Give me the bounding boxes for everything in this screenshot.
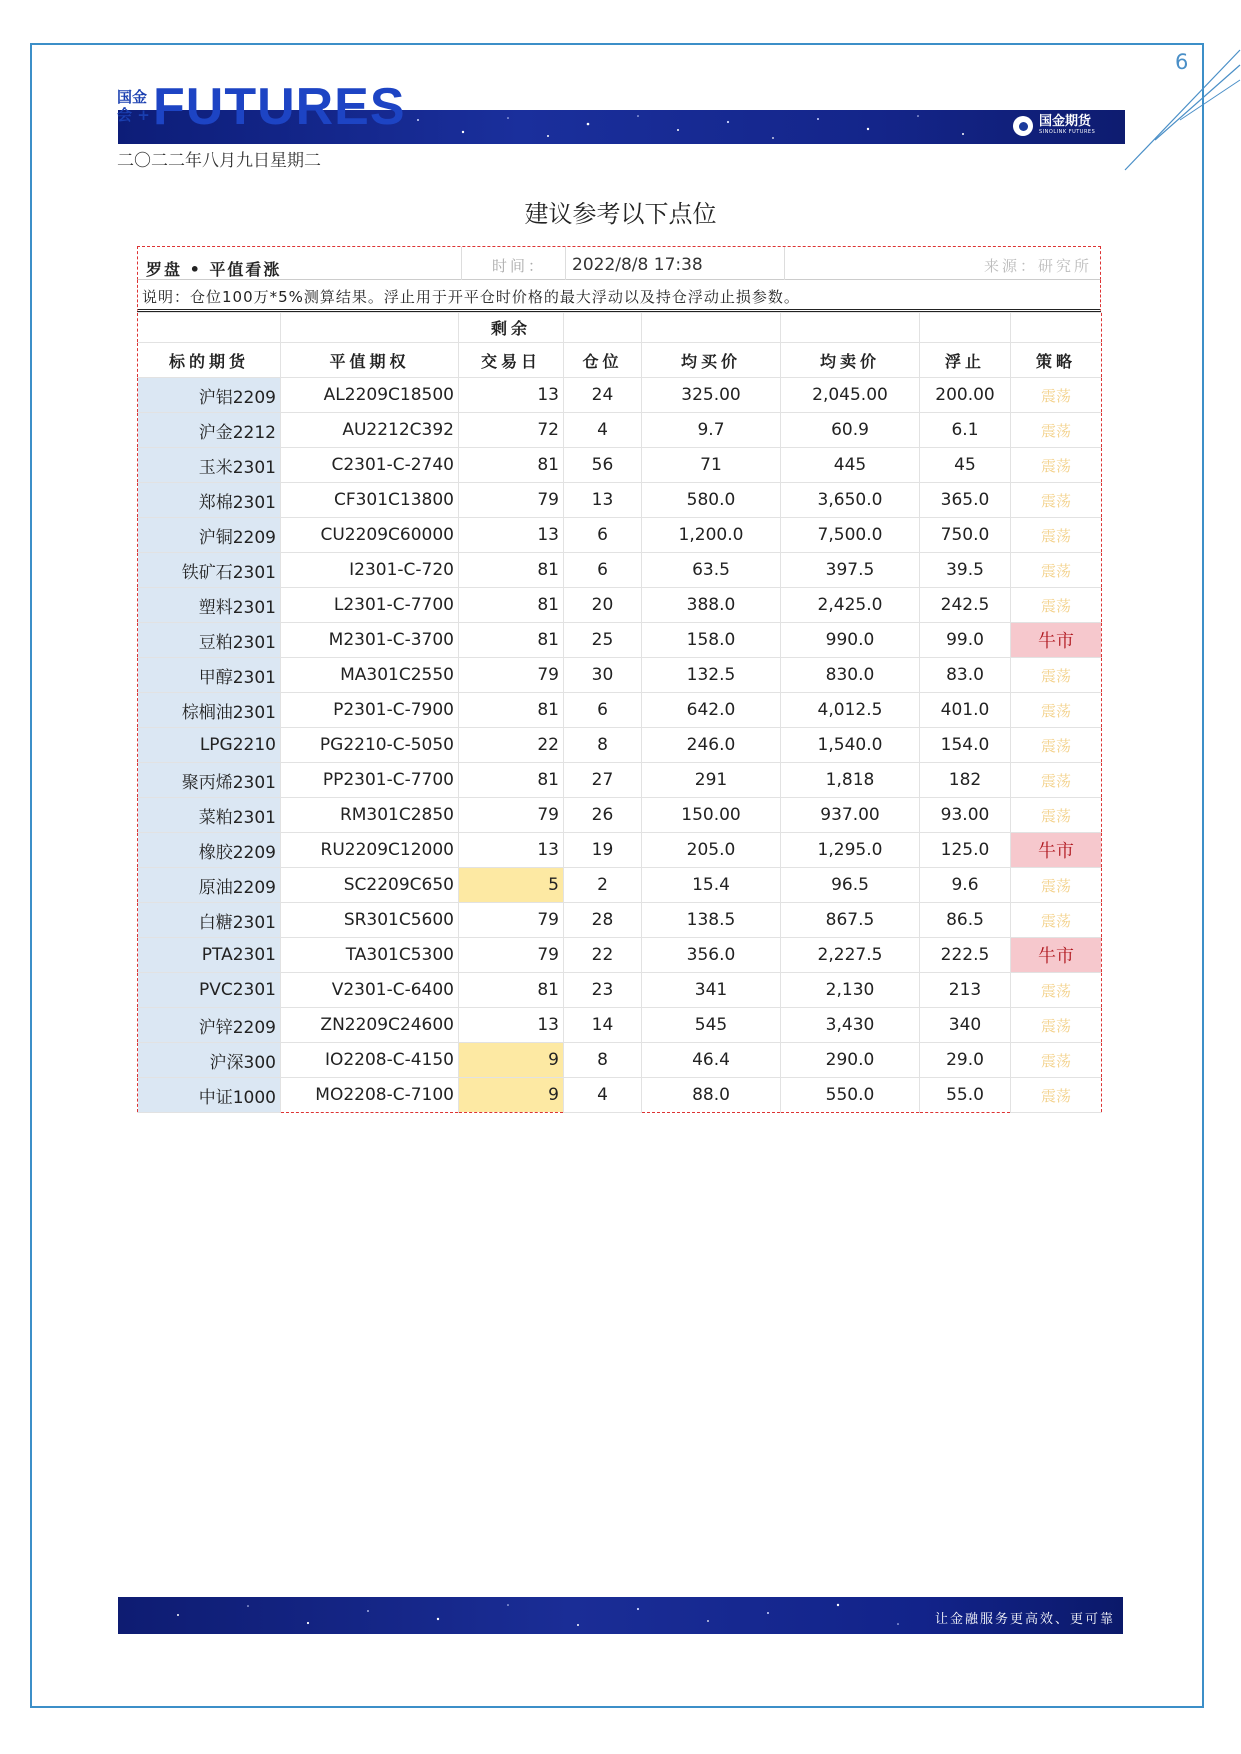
logo-small-text: 国金 会 + — [117, 88, 150, 124]
footer-slogan: 让金融服务更高效、更可靠 — [934, 1612, 1115, 1627]
futures-logo: FUTURES — [153, 78, 406, 136]
strategy-cell: 震荡 — [1011, 973, 1102, 1008]
report-date: 二〇二二年八月九日星期二 — [117, 151, 321, 171]
avg-sell-cell: 96.5 — [781, 868, 920, 903]
position-cell: 20 — [564, 588, 642, 623]
days-cell: 79 — [459, 658, 564, 693]
header-row — [138, 343, 1102, 378]
days-cell: 81 — [459, 973, 564, 1008]
table-row — [138, 518, 1102, 553]
data-grid — [137, 312, 1102, 1113]
option-cell: I2301-C-720 — [281, 553, 459, 588]
underlying-cell: 沪铝2209 — [138, 378, 281, 413]
stop-cell: 242.5 — [920, 588, 1011, 623]
underlying-cell: 郑棉2301 — [138, 483, 281, 518]
table-row — [138, 413, 1102, 448]
brand-logo — [1013, 115, 1095, 136]
table-title-bar — [137, 246, 1101, 280]
days-cell: 22 — [459, 728, 564, 763]
days-cell: 81 — [459, 763, 564, 798]
avg-sell-cell: 1,818 — [781, 763, 920, 798]
days-cell: 72 — [459, 413, 564, 448]
underlying-cell: 中证1000 — [138, 1078, 281, 1113]
avg-buy-cell: 46.4 — [642, 1043, 781, 1078]
col-header-stop: 浮止 — [920, 343, 1011, 378]
underlying-cell: PVC2301 — [138, 973, 281, 1008]
strategy-cell: 震荡 — [1011, 413, 1102, 448]
avg-buy-cell: 132.5 — [642, 658, 781, 693]
strategy-cell: 震荡 — [1011, 903, 1102, 938]
avg-sell-cell: 397.5 — [781, 553, 920, 588]
table-row — [138, 833, 1102, 868]
option-cell: PP2301-C-7700 — [281, 763, 459, 798]
avg-buy-cell: 158.0 — [642, 623, 781, 658]
position-cell: 26 — [564, 798, 642, 833]
option-cell: C2301-C-2740 — [281, 448, 459, 483]
strategy-cell: 震荡 — [1011, 1078, 1102, 1113]
stop-cell: 222.5 — [920, 938, 1011, 973]
strategy-cell: 震荡 — [1011, 588, 1102, 623]
table-row — [138, 973, 1102, 1008]
option-cell: RU2209C12000 — [281, 833, 459, 868]
option-cell: IO2208-C-4150 — [281, 1043, 459, 1078]
avg-buy-cell: 356.0 — [642, 938, 781, 973]
col-header-days: 交易日 — [459, 343, 564, 378]
days-cell: 13 — [459, 833, 564, 868]
table-row — [138, 623, 1102, 658]
position-cell: 27 — [564, 763, 642, 798]
position-cell: 30 — [564, 658, 642, 693]
stop-cell: 750.0 — [920, 518, 1011, 553]
position-cell: 4 — [564, 413, 642, 448]
avg-buy-cell: 642.0 — [642, 693, 781, 728]
strategy-cell: 震荡 — [1011, 798, 1102, 833]
option-cell: AU2212C392 — [281, 413, 459, 448]
avg-buy-cell: 9.7 — [642, 413, 781, 448]
avg-sell-cell: 937.00 — [781, 798, 920, 833]
option-cell: P2301-C-7900 — [281, 693, 459, 728]
table-row — [138, 903, 1102, 938]
position-cell: 22 — [564, 938, 642, 973]
underlying-cell: 原油2209 — [138, 868, 281, 903]
strategy-cell: 震荡 — [1011, 378, 1102, 413]
days-cell: 79 — [459, 938, 564, 973]
stop-cell: 55.0 — [920, 1078, 1011, 1113]
avg-sell-cell: 60.9 — [781, 413, 920, 448]
option-cell: MO2208-C-7100 — [281, 1078, 459, 1113]
days-cell: 5 — [459, 868, 564, 903]
underlying-cell: 沪金2212 — [138, 413, 281, 448]
table-row — [138, 378, 1102, 413]
days-cell: 79 — [459, 798, 564, 833]
table-row — [138, 588, 1102, 623]
stop-cell: 6.1 — [920, 413, 1011, 448]
avg-buy-cell: 88.0 — [642, 1078, 781, 1113]
option-cell: MA301C2550 — [281, 658, 459, 693]
position-cell: 28 — [564, 903, 642, 938]
underlying-cell: 棕榈油2301 — [138, 693, 281, 728]
days-cell: 9 — [459, 1078, 564, 1113]
avg-sell-cell: 7,500.0 — [781, 518, 920, 553]
underlying-cell: 沪锌2209 — [138, 1008, 281, 1043]
col-header-strategy: 策略 — [1011, 343, 1102, 378]
brand-name-cn: 国金期货 — [1039, 114, 1092, 129]
strategy-cell: 震荡 — [1011, 693, 1102, 728]
stop-cell: 29.0 — [920, 1043, 1011, 1078]
table-row — [138, 868, 1102, 903]
table-row — [138, 658, 1102, 693]
position-cell: 8 — [564, 1043, 642, 1078]
table-row — [138, 1043, 1102, 1078]
days-cell: 81 — [459, 623, 564, 658]
underlying-cell: 橡胶2209 — [138, 833, 281, 868]
position-cell: 6 — [564, 553, 642, 588]
underlying-cell: 玉米2301 — [138, 448, 281, 483]
corner-decoration — [1120, 45, 1241, 175]
underlying-cell: 塑料2301 — [138, 588, 281, 623]
col-header-position: 仓位 — [564, 343, 642, 378]
strategy-cell: 震荡 — [1011, 518, 1102, 553]
avg-buy-cell: 341 — [642, 973, 781, 1008]
stop-cell: 86.5 — [920, 903, 1011, 938]
avg-buy-cell: 15.4 — [642, 868, 781, 903]
table-note: 说明：仓位100万*5%测算结果。浮止用于开平仓时价格的最大浮动以及持仓浮动止损参数。 — [137, 280, 1101, 312]
avg-sell-cell: 290.0 — [781, 1043, 920, 1078]
avg-sell-cell: 3,430 — [781, 1008, 920, 1043]
days-cell: 13 — [459, 1008, 564, 1043]
time-value: 2022/8/8 17:38 — [572, 255, 703, 275]
table-row — [138, 798, 1102, 833]
underlying-cell: 沪铜2209 — [138, 518, 281, 553]
strategy-cell: 震荡 — [1011, 728, 1102, 763]
avg-sell-cell: 1,540.0 — [781, 728, 920, 763]
stop-cell: 45 — [920, 448, 1011, 483]
stop-cell: 182 — [920, 763, 1011, 798]
avg-buy-cell: 388.0 — [642, 588, 781, 623]
avg-buy-cell: 291 — [642, 763, 781, 798]
sinolink-logo-icon — [1013, 116, 1033, 136]
position-cell: 8 — [564, 728, 642, 763]
avg-sell-cell: 2,425.0 — [781, 588, 920, 623]
col-header-option: 平值期权 — [281, 343, 459, 378]
table-row — [138, 553, 1102, 588]
stop-cell: 200.00 — [920, 378, 1011, 413]
footer-banner — [118, 1597, 1123, 1634]
strategy-cell: 震荡 — [1011, 483, 1102, 518]
table-row — [138, 1008, 1102, 1043]
days-cell: 81 — [459, 693, 564, 728]
divider — [565, 247, 566, 280]
underlying-cell: 菜粕2301 — [138, 798, 281, 833]
underlying-cell: 甲醇2301 — [138, 658, 281, 693]
col-header-remaining: 剩余 — [459, 313, 564, 343]
divider — [461, 247, 462, 280]
avg-buy-cell: 1,200.0 — [642, 518, 781, 553]
avg-sell-cell: 2,227.5 — [781, 938, 920, 973]
avg-sell-cell: 2,130 — [781, 973, 920, 1008]
col-header-avg-sell: 均卖价 — [781, 343, 920, 378]
avg-buy-cell: 150.00 — [642, 798, 781, 833]
divider — [784, 247, 785, 280]
avg-sell-cell: 2,045.00 — [781, 378, 920, 413]
stop-cell: 39.5 — [920, 553, 1011, 588]
position-cell: 4 — [564, 1078, 642, 1113]
option-cell: SC2209C650 — [281, 868, 459, 903]
page-number: 6 — [1175, 50, 1189, 74]
avg-sell-cell: 4,012.5 — [781, 693, 920, 728]
avg-sell-cell: 3,650.0 — [781, 483, 920, 518]
avg-sell-cell: 867.5 — [781, 903, 920, 938]
position-cell: 14 — [564, 1008, 642, 1043]
underlying-cell: 铁矿石2301 — [138, 553, 281, 588]
col-header-avg-buy: 均买价 — [642, 343, 781, 378]
table-title: 罗盘 • 平值看涨 — [146, 260, 282, 279]
days-cell: 81 — [459, 588, 564, 623]
strategy-cell: 震荡 — [1011, 553, 1102, 588]
avg-buy-cell: 63.5 — [642, 553, 781, 588]
stop-cell: 213 — [920, 973, 1011, 1008]
stop-cell: 9.6 — [920, 868, 1011, 903]
position-cell: 23 — [564, 973, 642, 1008]
option-cell: CU2209C60000 — [281, 518, 459, 553]
option-cell: V2301-C-6400 — [281, 973, 459, 1008]
avg-sell-cell: 550.0 — [781, 1078, 920, 1113]
option-cell: L2301-C-7700 — [281, 588, 459, 623]
stop-cell: 154.0 — [920, 728, 1011, 763]
strategy-cell: 震荡 — [1011, 1008, 1102, 1043]
table-row — [138, 728, 1102, 763]
table-row — [138, 448, 1102, 483]
avg-buy-cell: 138.5 — [642, 903, 781, 938]
stop-cell: 125.0 — [920, 833, 1011, 868]
brand-name-en: SINOLINK FUTURES — [1039, 129, 1096, 135]
option-cell: PG2210-C-5050 — [281, 728, 459, 763]
strategy-cell: 牛市 — [1011, 833, 1102, 868]
avg-buy-cell: 545 — [642, 1008, 781, 1043]
avg-sell-cell: 445 — [781, 448, 920, 483]
days-cell: 13 — [459, 378, 564, 413]
strategy-cell: 震荡 — [1011, 448, 1102, 483]
days-cell: 81 — [459, 448, 564, 483]
option-cell: TA301C5300 — [281, 938, 459, 973]
option-cell: SR301C5600 — [281, 903, 459, 938]
header-row-top — [138, 313, 1102, 343]
days-cell: 13 — [459, 518, 564, 553]
position-cell: 13 — [564, 483, 642, 518]
underlying-cell: 豆粕2301 — [138, 623, 281, 658]
avg-buy-cell: 71 — [642, 448, 781, 483]
strategy-cell: 震荡 — [1011, 763, 1102, 798]
table-row — [138, 693, 1102, 728]
source-label: 来源：研究所 — [983, 257, 1092, 275]
avg-buy-cell: 325.00 — [642, 378, 781, 413]
position-cell: 56 — [564, 448, 642, 483]
avg-buy-cell: 246.0 — [642, 728, 781, 763]
option-cell: ZN2209C24600 — [281, 1008, 459, 1043]
option-cell: AL2209C18500 — [281, 378, 459, 413]
stop-cell: 93.00 — [920, 798, 1011, 833]
days-cell: 79 — [459, 903, 564, 938]
strategy-cell: 牛市 — [1011, 938, 1102, 973]
underlying-cell: 聚丙烯2301 — [138, 763, 281, 798]
col-header-underlying: 标的期货 — [138, 343, 281, 378]
strategy-cell: 牛市 — [1011, 623, 1102, 658]
underlying-cell: PTA2301 — [138, 938, 281, 973]
avg-sell-cell: 990.0 — [781, 623, 920, 658]
section-title: 建议参考以下点位 — [524, 200, 717, 228]
strategy-cell: 震荡 — [1011, 868, 1102, 903]
stop-cell: 365.0 — [920, 483, 1011, 518]
time-label: 时间： — [492, 257, 547, 275]
option-cell: M2301-C-3700 — [281, 623, 459, 658]
stop-cell: 340 — [920, 1008, 1011, 1043]
underlying-cell: 沪深300 — [138, 1043, 281, 1078]
strategy-cell: 震荡 — [1011, 1043, 1102, 1078]
position-cell: 2 — [564, 868, 642, 903]
table-row — [138, 938, 1102, 973]
stop-cell: 401.0 — [920, 693, 1011, 728]
underlying-cell: LPG2210 — [138, 728, 281, 763]
avg-buy-cell: 205.0 — [642, 833, 781, 868]
position-cell: 6 — [564, 693, 642, 728]
stop-cell: 83.0 — [920, 658, 1011, 693]
position-cell: 19 — [564, 833, 642, 868]
avg-sell-cell: 830.0 — [781, 658, 920, 693]
days-cell: 9 — [459, 1043, 564, 1078]
avg-sell-cell: 1,295.0 — [781, 833, 920, 868]
days-cell: 81 — [459, 553, 564, 588]
position-cell: 6 — [564, 518, 642, 553]
stop-cell: 99.0 — [920, 623, 1011, 658]
position-cell: 25 — [564, 623, 642, 658]
position-cell: 24 — [564, 378, 642, 413]
avg-buy-cell: 580.0 — [642, 483, 781, 518]
table-row — [138, 763, 1102, 798]
options-table — [137, 246, 1101, 1113]
option-cell: CF301C13800 — [281, 483, 459, 518]
strategy-cell: 震荡 — [1011, 658, 1102, 693]
option-cell: RM301C2850 — [281, 798, 459, 833]
days-cell: 79 — [459, 483, 564, 518]
underlying-cell: 白糖2301 — [138, 903, 281, 938]
table-row — [138, 1078, 1102, 1113]
table-row — [138, 483, 1102, 518]
